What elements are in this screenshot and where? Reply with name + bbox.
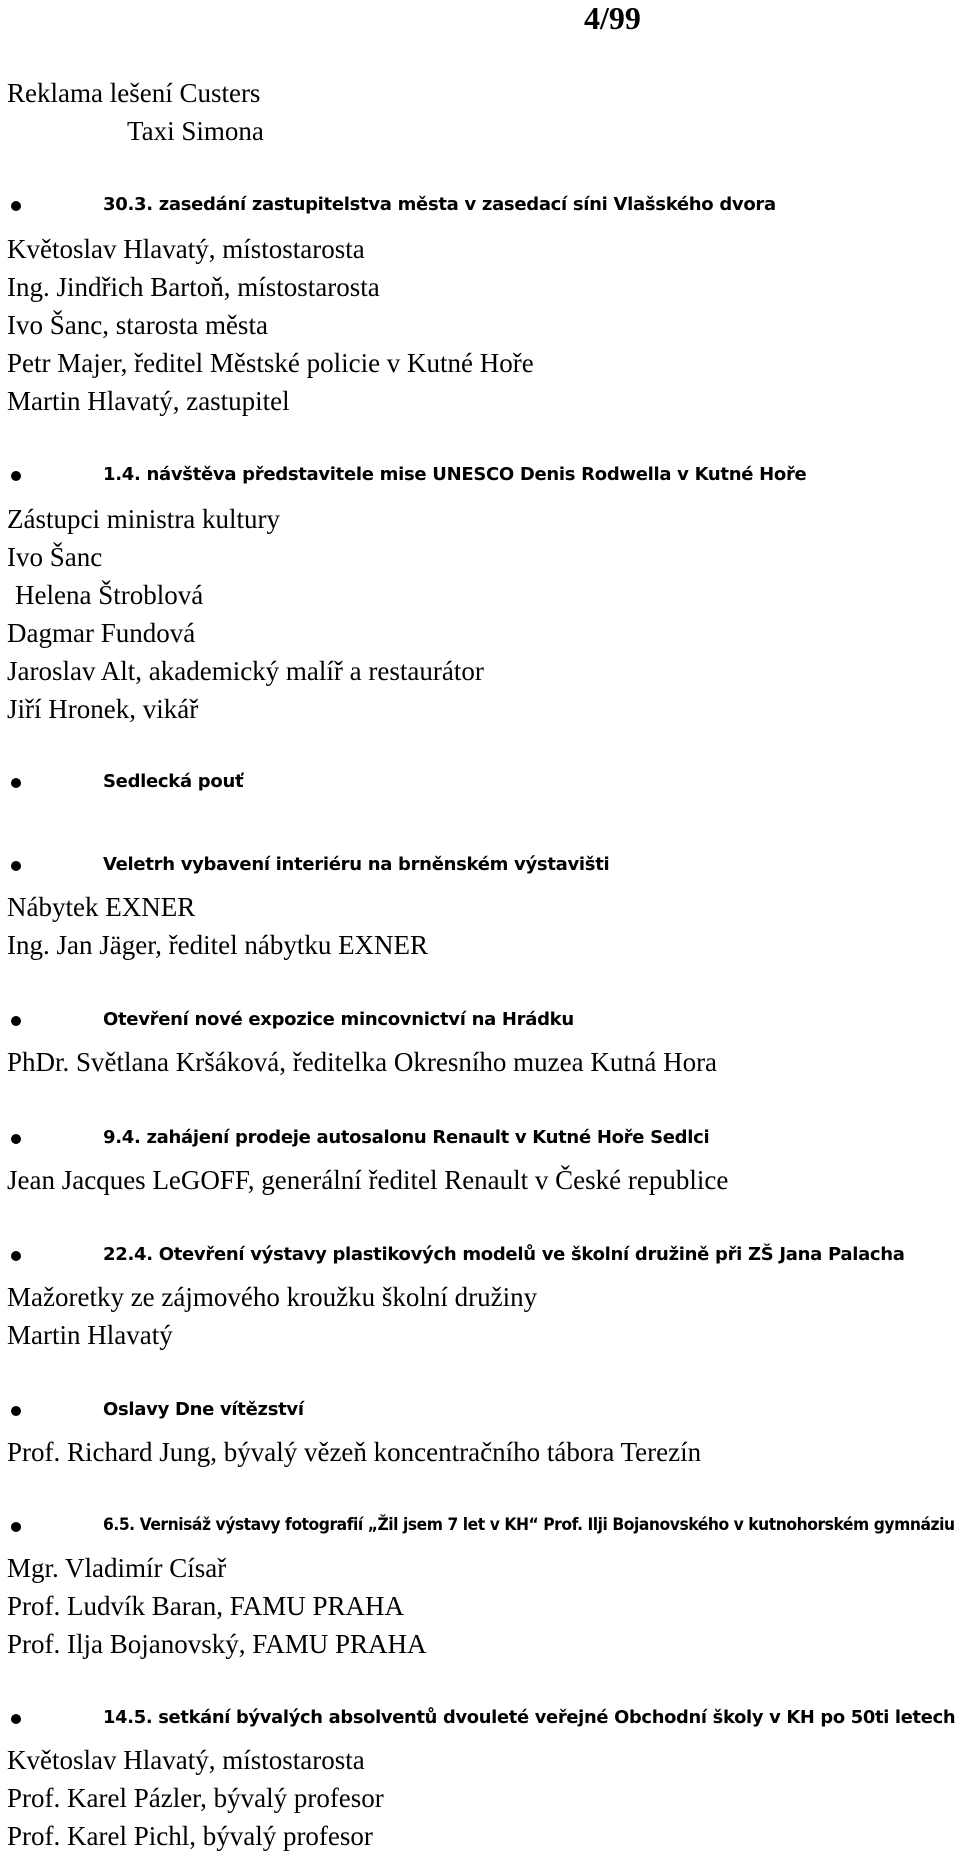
section-line: Ivo Šanc, starosta města [7,310,268,340]
section-line: Dagmar Fundová [7,618,196,648]
section-line: Petr Majer, ředitel Městské policie v Kutné Hoře [7,348,534,378]
intro-line: Reklama lešení Custers [7,78,261,108]
section-line: Ing. Jindřich Bartoň, místostarosta [7,272,380,302]
section-heading: 9.4. zahájení prodeje autosalonu Renault v Kutné Hoře Sedlci [103,1127,710,1148]
section-line: Prof. Karel Pichl, bývalý profesor [7,1821,373,1851]
section-line: Ivo Šanc [7,542,103,572]
section-heading: Veletrh vybavení interiéru na brněnském výstavišti [103,854,610,875]
section-line: Jean Jacques LeGOFF, generální ředitel Renault v České republice [7,1165,729,1195]
bullet-icon [11,1134,21,1144]
section-line: Martin Hlavatý [7,1320,173,1350]
intro-line: Taxi Simona [127,116,264,146]
section-line: Prof. Ilja Bojanovský, FAMU PRAHA [7,1629,427,1659]
section-line: Květoslav Hlavatý, místostarosta [7,1745,365,1775]
section-heading: Otevření nové expozice mincovnictví na Hrádku [103,1009,574,1030]
bullet-icon [11,1522,21,1532]
section-heading: Oslavy Dne vítězství [103,1399,304,1420]
section-line: Ing. Jan Jäger, ředitel nábytku EXNER [7,930,429,960]
bullet-icon [11,861,21,871]
section-heading: 30.3. zasedání zastupitelstva města v zasedací síni Vlašského dvora [103,194,776,215]
section-heading: 14.5. setkání bývalých absolventů dvouleté veřejné Obchodní školy v KH po 50ti letech [103,1707,956,1728]
section-line: Martin Hlavatý, zastupitel [7,386,290,416]
section-heading: 1.4. návštěva představitele mise UNESCO Denis Rodwella v Kutné Hoře [103,464,807,485]
bullet-icon [11,1714,21,1724]
section-line: Jiří Hronek, vikář [7,694,199,724]
section-line: Prof. Ludvík Baran, FAMU PRAHA [7,1591,404,1621]
bullet-icon [11,1251,21,1261]
section-line: Jaroslav Alt, akademický malíř a restaurátor [7,656,484,686]
bullet-icon [11,1406,21,1416]
bullet-icon [11,471,21,481]
section-line: Prof. Karel Pázler, bývalý profesor [7,1783,384,1813]
section-line: Mgr. Vladimír Císař [7,1553,227,1583]
section-line: Prof. Richard Jung, bývalý vězeň koncentračního tábora Terezín [7,1437,702,1467]
bullet-icon [11,201,21,211]
section-heading: 22.4. Otevření výstavy plastikových modelů ve školní družině při ZŠ Jana Palacha [103,1244,905,1265]
section-line: Zástupci ministra kultury [7,504,280,534]
bullet-icon [11,778,21,788]
section-line: Mažoretky ze zájmového kroužku školní družiny [7,1282,538,1312]
page-number: 4/99 [584,0,641,36]
section-line: Nábytek EXNER [7,892,196,922]
section-heading: Sedlecká pouť [103,771,244,792]
section-line: PhDr. Světlana Kršáková, ředitelka Okresního muzea Kutná Hora [7,1047,718,1077]
section-heading: 6.5. Vernisáž výstavy fotografií „Žil jsem 7 let v KH“ Prof. Ilji Bojanovského v kutnohorském gymnáziu [103,1515,955,1535]
section-line: Helena Štroblová [15,580,204,610]
section-line: Květoslav Hlavatý, místostarosta [7,234,365,264]
bullet-icon [11,1016,21,1026]
